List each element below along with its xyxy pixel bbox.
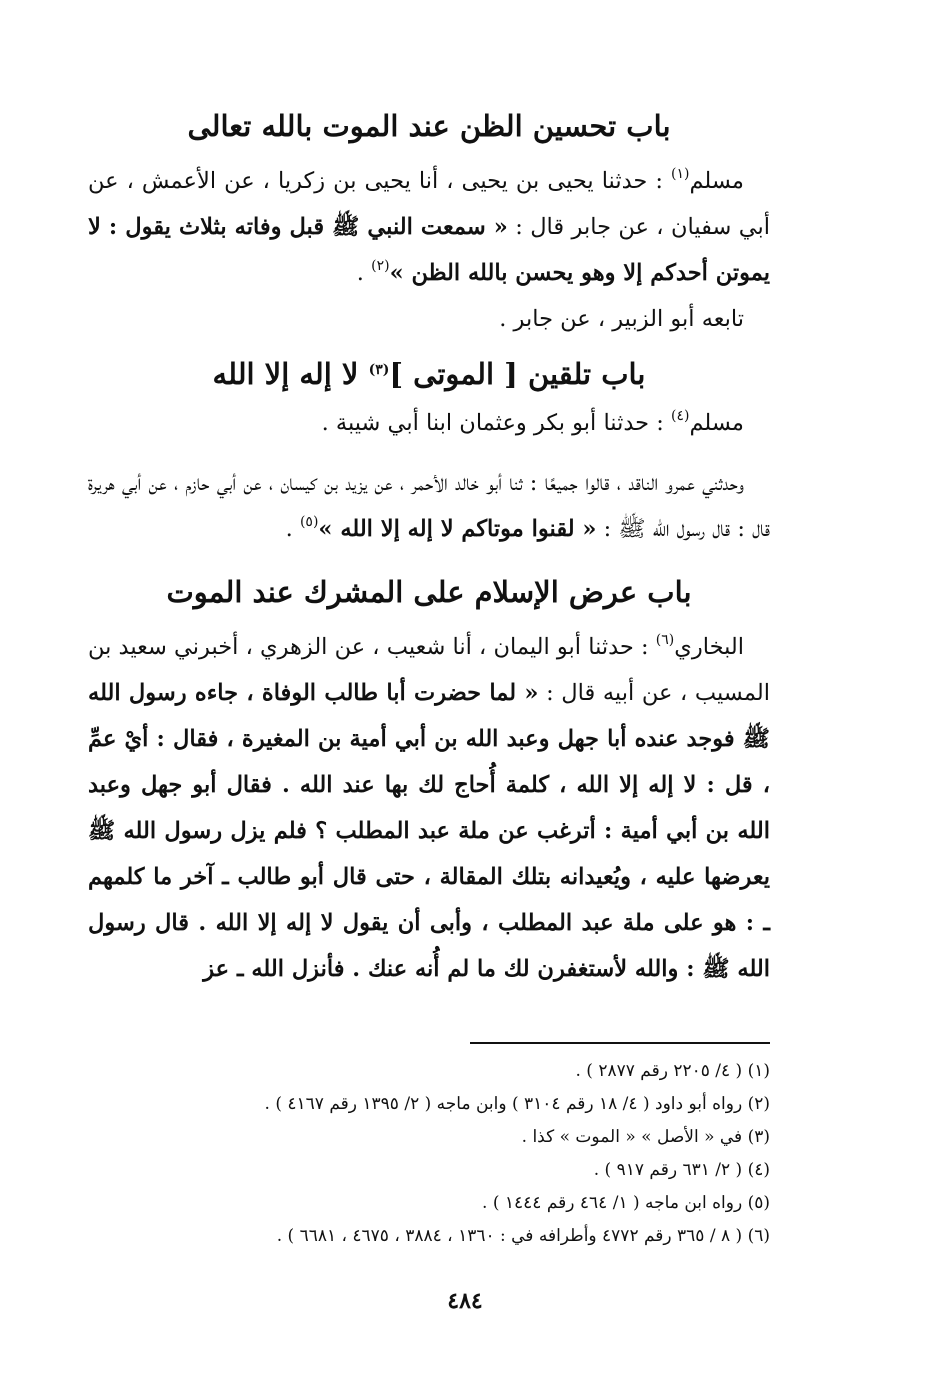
isnad-text: وحدثني عمرو الناقد ، قالوا جميعًا : ثنا أبو خالد الأحمر ، عن يزيد بن كيسان ، عن أبي حازم ، عن أبي هريرة قال : قال رسول الله ﷺ : (88, 470, 770, 542)
footnote-item: (٦) ( ٨ / ٣٦٥ رقم ٤٧٧٢ وأطرافه في : ١٣٦٠ ، ٣٨٨٤ ، ٤٦٧٥ ، ٦٦٨١ ) . (276, 1226, 770, 1246)
hadith-paragraph (88, 624, 770, 992)
sentence-end: . (285, 516, 293, 542)
footnote-item: (٣) في « الأصل » « الموت » كذا . (521, 1127, 770, 1147)
source-name: مسلم (689, 168, 744, 194)
hadith-paragraph (88, 400, 770, 446)
page-number: ٤٨٤ (447, 1288, 483, 1314)
section-heading: باب عرض الإسلام على المشرك عند الموت (166, 575, 692, 609)
isnad-text: : حدثنا أبو اليمان ، أنا شعيب ، عن الزهري ، أخبرني سعيد بن المسيب ، عن أبيه قال : (88, 634, 770, 706)
footnote-item: (١) ( ٤/ ٢٢٠٥ رقم ٢٨٧٧ ) . (575, 1061, 770, 1081)
source-name: مسلم (689, 410, 744, 436)
footnote-item: (٥) رواه ابن ماجه ( ١/ ٤٦٤ رقم ١٤٤٤ ) . (482, 1193, 770, 1213)
section-heading (88, 348, 770, 400)
source-name: البخاري (674, 634, 744, 660)
sentence-end: . (356, 260, 364, 286)
isnad-text: : حدثنا أبو بكر وعثمان ابنا أبي شيبة . (321, 410, 664, 436)
footnote-ref: (٤) (670, 408, 690, 425)
footnote-item: (٢) رواه أبو داود ( ٤/ ١٨ رقم ٣١٠٤ ) وابن ماجه ( ٢/ ١٣٩٥ رقم ٤١٦٧ ) . (264, 1094, 770, 1114)
hadith-quote: « سمعت النبي ﷺ قبل وفاته بثلاث يقول : لا يموتن أحدكم إلا وهو يحسن بالله الظن » (88, 214, 770, 286)
footnotes (80, 1055, 770, 1253)
hadith-paragraph (88, 460, 770, 552)
hadith-quote: « لما حضرت أبا طالب الوفاة ، جاءه رسول الله ﷺ فوجد عنده أبا جهل وعبد الله بن أبي أمية بن المغيرة ، فقال : أيْ عمِّ ، قل : لا إله إلا الله ، كلمة أُحاج لك بها عند الله . فقال أبو جهل وعبد الله بن أبي أمية : أترغب عن ملة عبد المطلب ؟ فلم يزل رسول الله ﷺ يعرضها عليه ، ويُعيدانه بتلك المقالة ، حتى قال أبو طالب ـ آخر ما كلمهم ـ : هو على ملة عبد المطلب ، وأبى أن يقول لا إله إلا الله . قال رسول الله ﷺ : والله لأستغفرن لك ما لم أُنه عنك . فأنزل الله ـ عز (88, 680, 770, 982)
follow-up-paragraph: تابعه أبو الزبير ، عن جابر . (499, 306, 744, 332)
isnad-text: : حدثنا يحيى بن يحيى ، أنا يحيى بن زكريا ، عن الأعمش ، عن أبي سفيان ، عن جابر قال : (88, 168, 770, 240)
heading-part: باب تلقين [ الموتى ] (389, 357, 646, 391)
footnote-item: (٤) ( ٢/ ٦٣١ رقم ٩١٧ ) . (593, 1160, 770, 1180)
footnote-ref: (٥) (299, 514, 319, 531)
footnote-ref: (١) (670, 166, 690, 183)
footnote-separator (470, 1042, 770, 1044)
footnote-ref: (٦) (655, 632, 675, 649)
section-heading: باب تحسين الظن عند الموت بالله تعالى (187, 109, 671, 143)
hadith-paragraph (88, 158, 770, 296)
main-text (88, 100, 770, 992)
footnote-ref: (٣) (368, 362, 390, 379)
heading-part: لا إله إلا الله (212, 357, 359, 391)
hadith-quote: « لقنوا موتاكم لا إله إلا الله » (318, 516, 597, 542)
footnote-ref: (٢) (371, 258, 390, 275)
